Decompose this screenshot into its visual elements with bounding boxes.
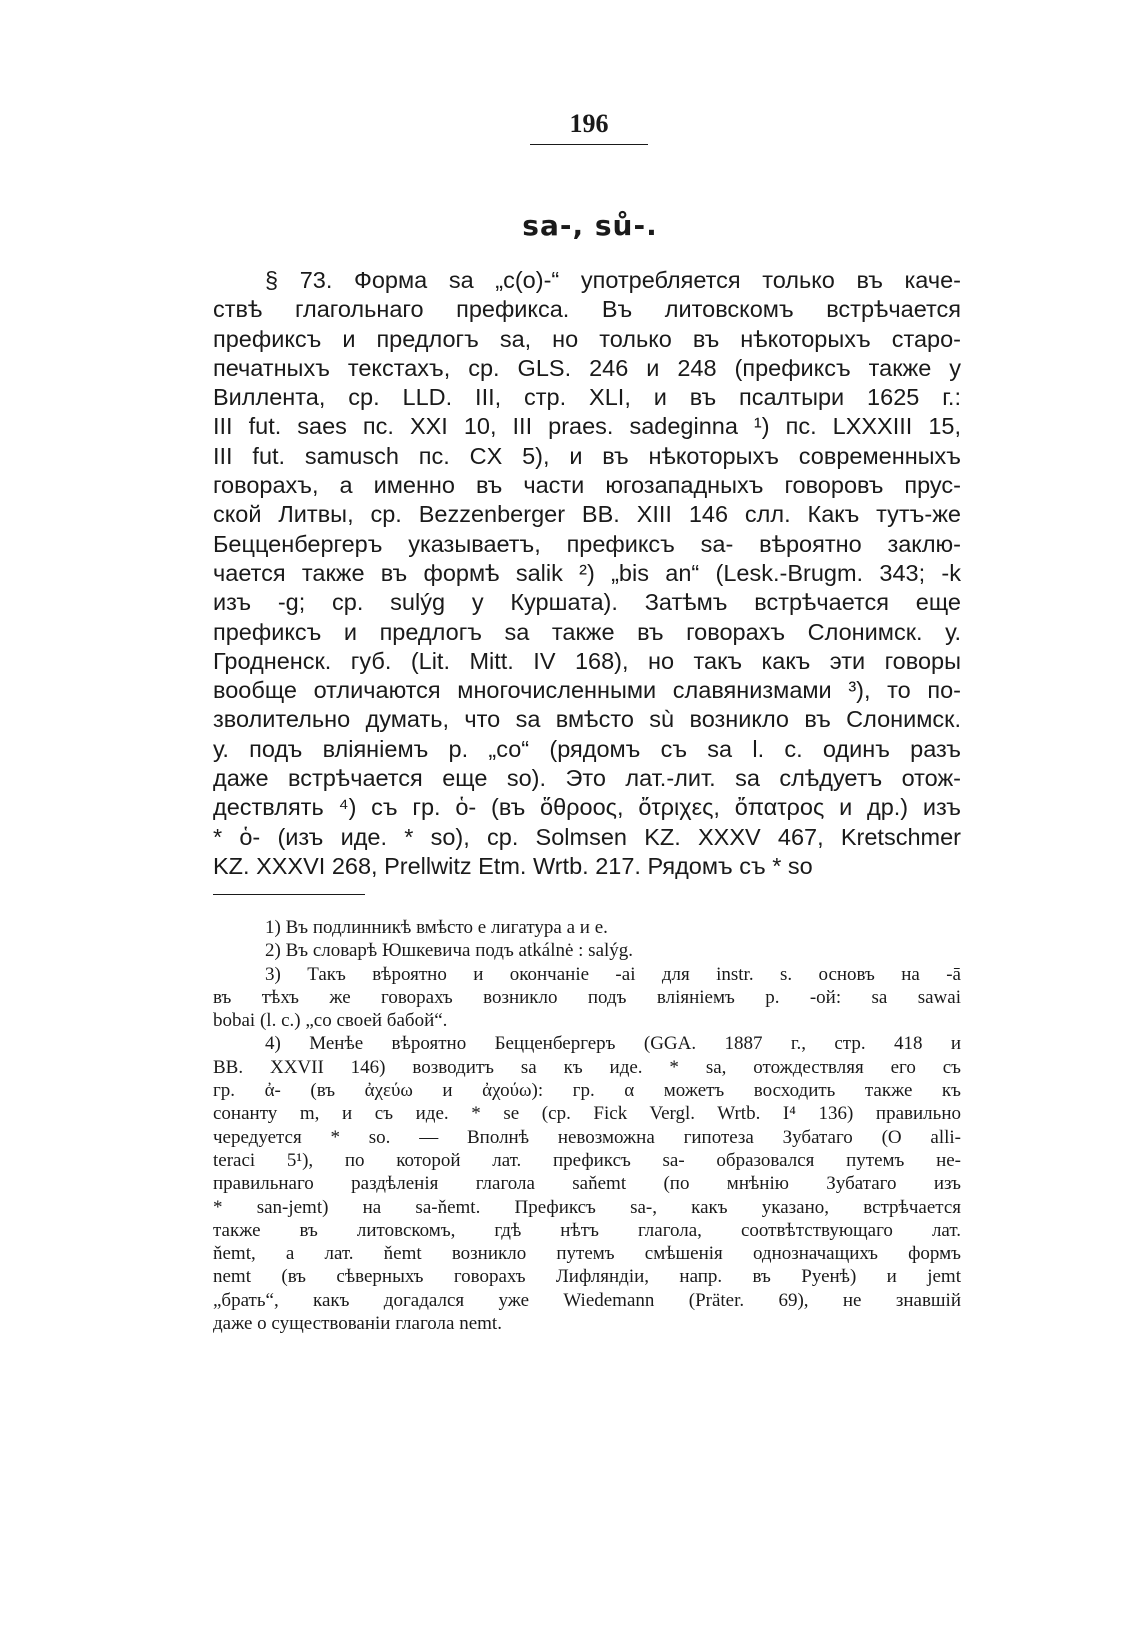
text-line: говорахъ, а именно въ части югозападныхъ говоровъ прус- bbox=[213, 472, 961, 499]
footnote-separator bbox=[213, 894, 365, 895]
footnote-line: * san-jemt) на sa-ňemt. Префиксъ sa-, какъ указано, встрѣчается bbox=[213, 1196, 961, 1218]
footnotes bbox=[213, 916, 961, 1335]
section-heading: sa-, sů-. bbox=[522, 209, 658, 242]
text-line: чается также въ формѣ salik ²) „bis an“ (Lesk.-Brugm. 343; -k bbox=[213, 559, 961, 586]
text-line: § 73. Форма sa „с(о)-“ употребляется только въ каче- bbox=[265, 267, 961, 293]
footnote-line: ňemt, а лат. ňemt возникло путемъ смѣшенія однозначащихъ формъ bbox=[213, 1243, 961, 1265]
footnote-line: правильнаго раздѣленія глагола saňemt (по мнѣнію Зубатаго изъ bbox=[213, 1173, 961, 1195]
footnote-line: „брать“, какъ догадался уже Wiedemann (Präter. 69), не знавшій bbox=[213, 1289, 961, 1311]
footnote-line: гр. ἀ- (въ ἀχεύω и ἀχούω): гр. α можетъ восходить также къ bbox=[213, 1080, 961, 1102]
footnote-line: bobai (l. c.) „со своей бабой“. bbox=[213, 1010, 448, 1032]
text-line: дествлять ⁴) съ гр. ὁ- (въ ὅθροος, ὄτριχες, ὄπατρος и др.) изъ bbox=[213, 794, 961, 821]
footnote-line: nemt (въ сѣверныхъ говорахъ Лифляндіи, напр. въ Руенѣ) и jemt bbox=[213, 1266, 961, 1288]
text-line: префиксъ и предлогъ sa, но только въ нѣкоторыхъ старо- bbox=[213, 325, 961, 352]
main-paragraph bbox=[213, 266, 961, 881]
text-line: ской Литвы, ср. Bezzenberger BB. XIII 146 слл. Какъ тутъ-же bbox=[213, 501, 961, 528]
footnote-line: 3) Такъ вѣроятно и окончаніе -ai для instr. s. основъ на -ā bbox=[265, 963, 961, 985]
text-line: у. подъ вліяніемъ р. „со“ (рядомъ съ sa l. c. одинъ разъ bbox=[213, 735, 961, 762]
footnote-line: чередуется * so. — Вполнѣ невозможна гипотеза Зубатаго (O alli- bbox=[213, 1126, 961, 1148]
footnote-line: въ тѣхъ же говорахъ возникло подъ вліяніемъ р. -ой: sa sawai bbox=[213, 986, 961, 1008]
text-line: печатныхъ текстахъ, ср. GLS. 246 и 248 (префиксъ также у bbox=[213, 354, 961, 381]
footnote-line: 4) Менѣе вѣроятно Бецценбергеръ (GGA. 1887 г., стр. 418 и bbox=[265, 1033, 961, 1055]
text-line: III fut. saes пс. XXI 10, III praes. sadeginna ¹) пс. LXXXIII 15, bbox=[213, 413, 961, 440]
text-line: префиксъ и предлогъ sa также въ говорахъ Слонимск. у. bbox=[213, 618, 961, 645]
text-line: Бецценбергеръ указываетъ, префиксъ sa- вѣроятно заклю- bbox=[213, 530, 961, 557]
text-line: даже встрѣчается еще so). Это лат.-лит. sa слѣдуетъ отож- bbox=[213, 765, 961, 792]
text-line: изъ -g; ср. sulýg у Куршата). Затѣмъ встрѣчается еще bbox=[213, 589, 961, 616]
page-number: 196 bbox=[569, 109, 609, 138]
text-line: * ὁ- (изъ иде. * so), ср. Solmsen KZ. XXXV 467, Kretschmer bbox=[213, 823, 961, 850]
text-line: ствѣ глагольнаго префикса. Въ литовскомъ встрѣчается bbox=[213, 296, 961, 323]
page-number-rule bbox=[530, 144, 648, 145]
footnote-line: teraci 5¹), по которой лат. префиксъ sa- образовался путемъ не- bbox=[213, 1149, 961, 1171]
text-line: III fut. samusch пс. CX 5), и въ нѣкоторыхъ современныхъ bbox=[213, 442, 961, 469]
footnote-line: 1) Въ подлинникѣ вмѣсто e лигатура a и e. bbox=[265, 917, 608, 938]
footnote-line: также въ литовскомъ, гдѣ нѣтъ глагола, соотвѣтствующаго лат. bbox=[213, 1219, 961, 1241]
text-line: KZ. XXXVI 268, Prellwitz Etm. Wrtb. 217. Рядомъ съ * so bbox=[213, 852, 813, 879]
footnote-line: даже о существованіи глагола nemt. bbox=[213, 1313, 502, 1335]
footnote-line: BB. XXVII 146) возводитъ sa къ иде. * sa, отождествляя его съ bbox=[213, 1056, 961, 1078]
footnote-line: 2) Въ словарѣ Юшкевича подъ atkálnė : salýg. bbox=[265, 940, 634, 962]
text-line: вообще отличаются многочисленными славянизмами ³), то по- bbox=[213, 677, 961, 704]
footnote-line: сонанту m, и съ иде. * se (ср. Fick Vergl. Wrtb. I⁴ 136) правильно bbox=[213, 1103, 961, 1125]
text-line: Гродненск. губ. (Lit. Mitt. IV 168), но такъ какъ эти говоры bbox=[213, 647, 961, 674]
text-line: Виллента, ср. LLD. III, стр. XLI, и въ псалтыри 1625 г.: bbox=[213, 384, 961, 411]
text-line: зволительно думать, что sa вмѣсто sù возникло въ Слонимск. bbox=[213, 706, 961, 733]
